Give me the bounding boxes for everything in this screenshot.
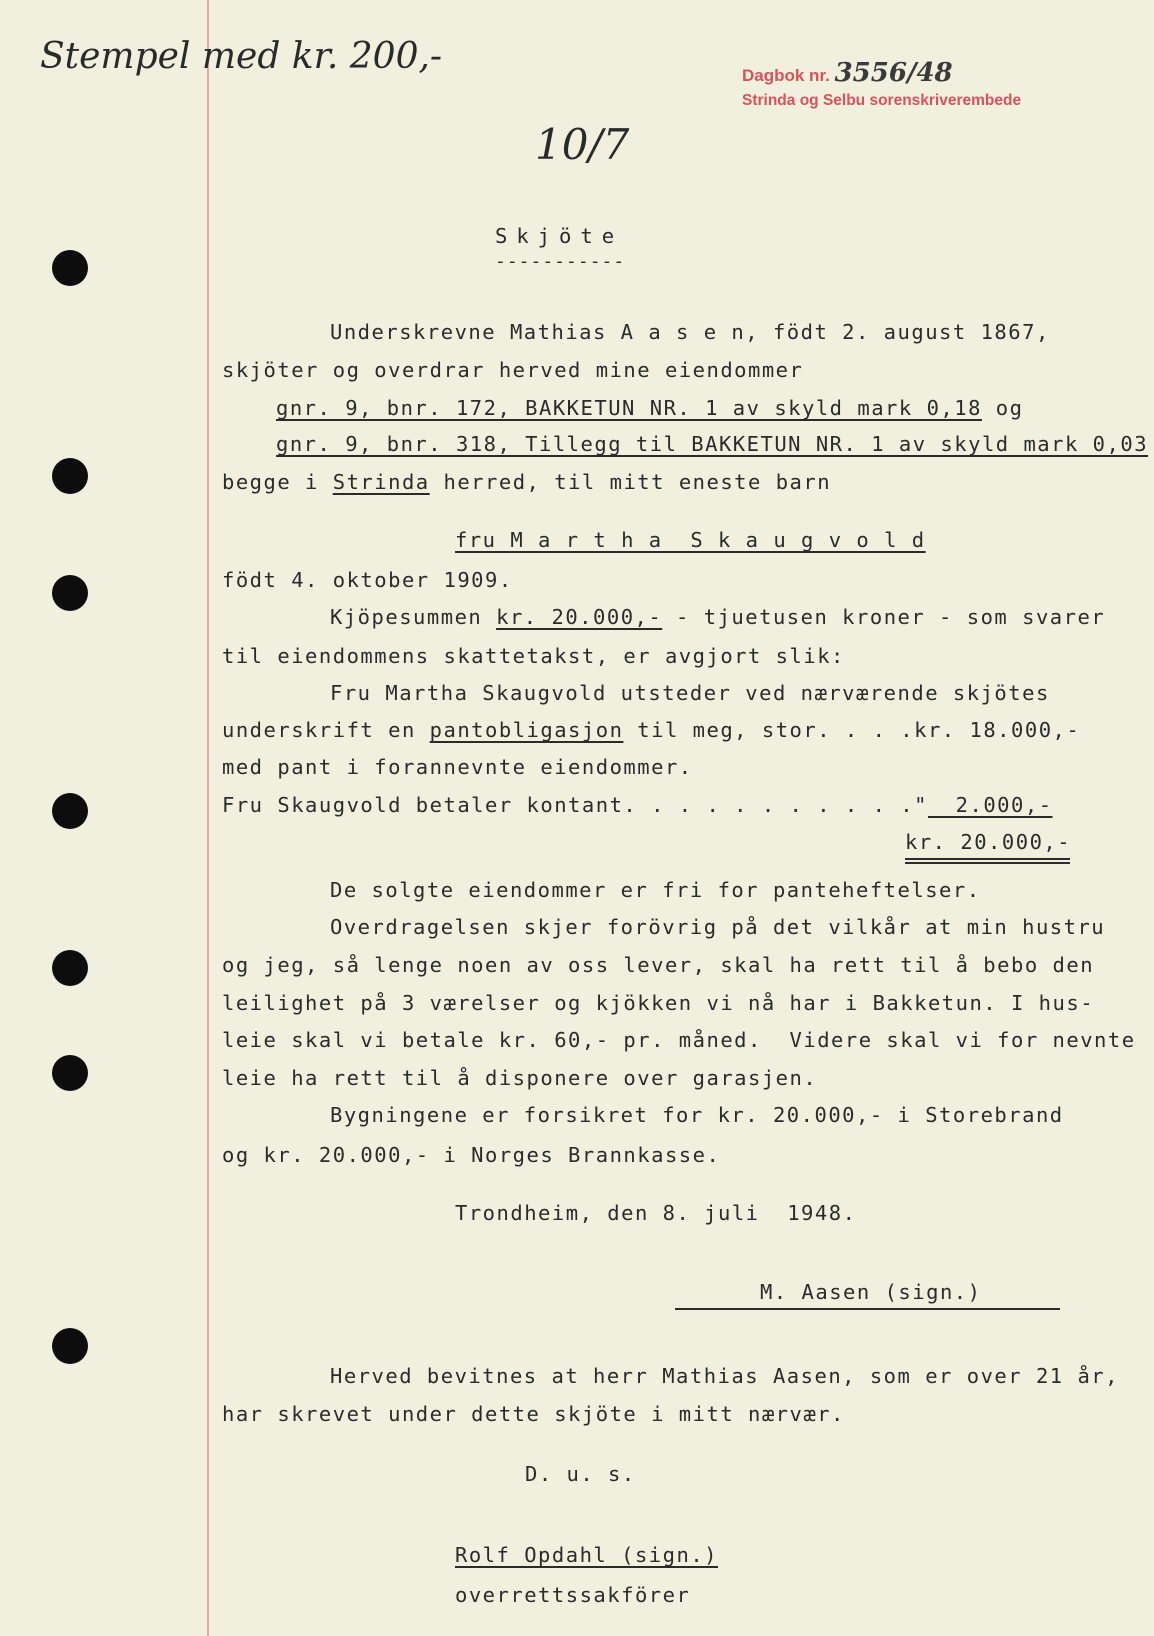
punch-hole [52, 1055, 88, 1091]
mortgage-bond: pantobligasjon [429, 718, 624, 742]
text-fragment: herred, til mitt eneste barn [429, 470, 832, 494]
text-line [276, 398, 1023, 419]
text-line [222, 795, 1053, 816]
handwritten-reference: 10/7 [535, 120, 630, 169]
text-line [222, 720, 1080, 741]
municipality: Strinda [332, 470, 430, 494]
seller-signature: M. Aasen (sign.) [760, 1280, 982, 1304]
text-line: Underskrevne Mathias A a s e n, födt 2. august 1867, [330, 320, 1050, 344]
text-line: leilighet på 3 værelser og kjökken vi nå har i Bakketun. I hus- [222, 991, 1095, 1015]
registry-stamp-line2: Strinda og Selbu sorenskriverembede [742, 92, 1022, 109]
text-line: og kr. 20.000,- i Norges Brannkasse. [222, 1143, 721, 1167]
text-fragment: underskrift en [222, 718, 430, 742]
punch-hole [52, 1328, 88, 1364]
text-line: har skrevet under dette skjöte i mitt nærvær. [222, 1402, 845, 1426]
text-line: D. u. s. [525, 1462, 636, 1486]
witness-signature: Rolf Opdahl (sign.) [455, 1543, 718, 1567]
text-line: og jeg, så lenge noen av oss lever, skal ha rett til å bebo den [222, 953, 1095, 977]
text-line: med pant i forannevnte eiendommer. [222, 755, 693, 779]
punch-hole [52, 793, 88, 829]
text-line: Fru Martha Skaugvold utsteder ved nærværende skjötes [330, 681, 1050, 705]
property-two: gnr. 9, bnr. 318, Tillegg til BAKKETUN NR. 1 av skyld mark 0,03 [276, 432, 1149, 456]
stamp-prefix: Dagbok nr. [742, 66, 830, 85]
text-line: leie ha rett til å disponere over garasjen. [222, 1066, 818, 1090]
punch-hole [52, 250, 88, 286]
purchase-sum: kr. 20.000,- [496, 605, 663, 629]
text-line: De solgte eiendommer er fri for panteheftelser. [330, 878, 981, 902]
text-line: Herved bevitnes at herr Mathias Aasen, som er over 21 år, [330, 1364, 1119, 1388]
cash-amount: 2.000,- [927, 793, 1053, 817]
witness-title: overrettssakförer [455, 1583, 691, 1607]
text-line: Overdragelsen skjer forövrig på det vilkår at min hustru [330, 915, 1106, 939]
text-fragment: - tjuetusen kroner - som svarer [662, 605, 1106, 629]
text-line [330, 607, 1105, 628]
text-fragment: til meg, stor. . . .kr. 18.000,- [623, 718, 1081, 742]
registry-stamp-line1 [742, 58, 953, 88]
title-underline: ----------- [495, 251, 626, 272]
property-one: gnr. 9, bnr. 172, BAKKETUN NR. 1 av skyld mark 0,18 [276, 396, 982, 420]
punch-hole [52, 950, 88, 986]
signature-line [675, 1308, 1060, 1310]
punch-hole [52, 575, 88, 611]
total-rule [905, 862, 1070, 864]
text-line: leie skal vi betale kr. 60,- pr. måned. Videre skal vi for nevnte [222, 1028, 1136, 1052]
place-date: Trondheim, den 8. juli 1948. [455, 1201, 857, 1225]
text-line [222, 472, 831, 493]
buyer-name: fru M a r t h a S k a u g v o l d [455, 528, 926, 552]
stamp-number: 3556/48 [834, 58, 953, 88]
text-line: födt 4. oktober 1909. [222, 568, 513, 592]
punch-hole [52, 458, 88, 494]
document-title: Skjöte [495, 224, 624, 248]
handwritten-stamp-note: Stempel med kr. 200,- [40, 36, 443, 77]
total-amount: kr. 20.000,- [905, 830, 1072, 854]
total-rule [905, 858, 1070, 860]
margin-line [207, 0, 209, 1636]
text-fragment: begge i [222, 470, 333, 494]
text-fragment: og [981, 396, 1024, 420]
text-line: skjöter og overdrar herved mine eiendommer [222, 358, 804, 382]
text-fragment: Fru Skaugvold betaler kontant. . . . . . . . . . ." [222, 793, 928, 817]
text-fragment: Kjöpesummen [330, 605, 497, 629]
text-line: Bygningene er forsikret for kr. 20.000,- i Storebrand [330, 1103, 1064, 1127]
text-line: til eiendommens skattetakst, er avgjort slik: [222, 644, 845, 668]
